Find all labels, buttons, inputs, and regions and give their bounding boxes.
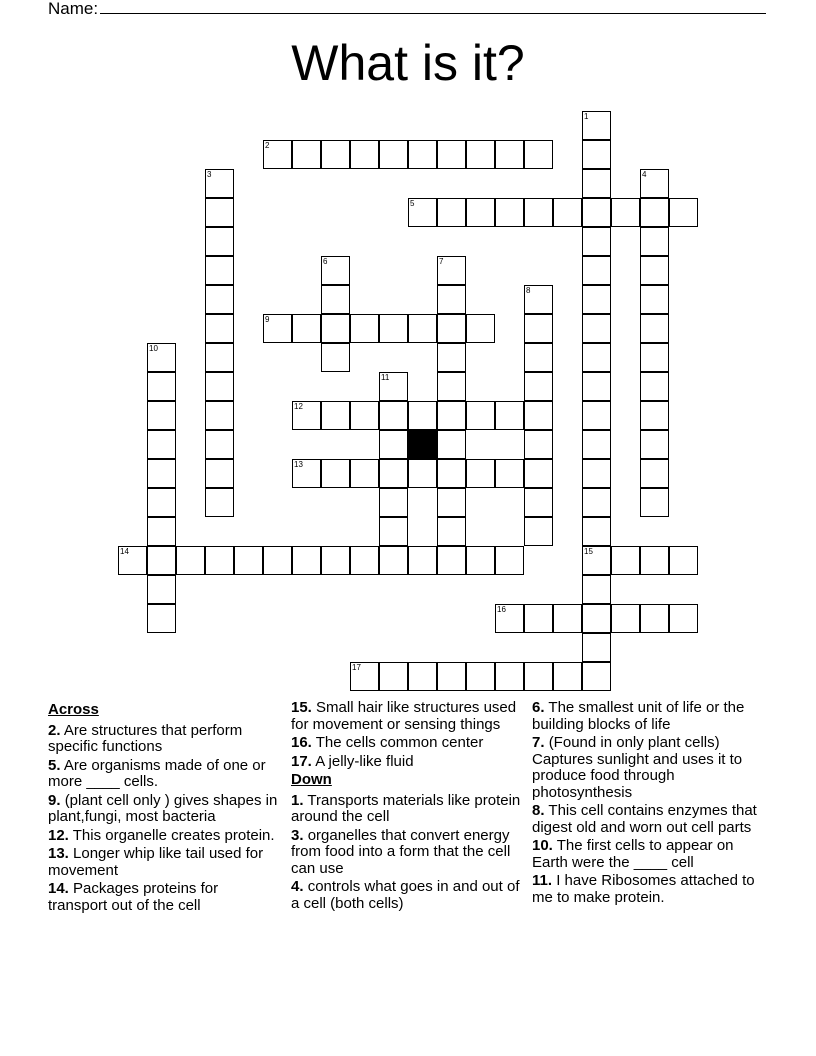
grid-cell[interactable]	[495, 401, 524, 430]
grid-cell[interactable]	[495, 546, 524, 575]
grid-cell[interactable]	[321, 285, 350, 314]
grid-cell[interactable]	[408, 546, 437, 575]
grid-cell[interactable]	[437, 256, 466, 285]
clue-across-14: 14. Packages proteins for transport out of the cell	[48, 880, 219, 914]
clue-across-17: 17. A jelly-like fluid	[291, 752, 414, 770]
grid-cell[interactable]	[147, 430, 176, 459]
grid-cell[interactable]	[524, 140, 553, 169]
grid-cell[interactable]	[205, 227, 234, 256]
grid-cell[interactable]	[582, 517, 611, 546]
grid-cell[interactable]	[495, 140, 524, 169]
grid-cell[interactable]	[437, 488, 466, 517]
grid-cell[interactable]	[669, 604, 698, 633]
grid-cell[interactable]	[437, 430, 466, 459]
grid-cell[interactable]	[350, 140, 379, 169]
clue-number-label: 2	[265, 141, 270, 150]
grid-cell[interactable]	[495, 459, 524, 488]
grid-cell[interactable]	[437, 662, 466, 691]
grid-cell[interactable]	[466, 459, 495, 488]
grid-cell[interactable]	[524, 430, 553, 459]
grid-cell[interactable]	[321, 459, 350, 488]
grid-cell[interactable]	[524, 198, 553, 227]
across-heading: Across	[48, 701, 99, 718]
grid-cell[interactable]	[263, 314, 292, 343]
grid-cell[interactable]	[582, 372, 611, 401]
grid-cell[interactable]	[582, 633, 611, 662]
grid-cell[interactable]	[292, 546, 321, 575]
grid-cell[interactable]	[640, 256, 669, 285]
grid-cell[interactable]	[321, 401, 350, 430]
grid-cell[interactable]	[147, 575, 176, 604]
clue-down-7: 7. (Found in only plant cells) Captures sunlight and uses it to produce food through photosynthesis	[532, 734, 743, 801]
grid-cell[interactable]	[582, 343, 611, 372]
grid-cell[interactable]	[524, 314, 553, 343]
name-label: Name:	[48, 0, 99, 18]
clue-down-1: 1. Transports materials like protein around the cell	[291, 791, 521, 825]
clue-down-10: 10. The first cells to appear on Earth were the ____ cell	[532, 837, 734, 871]
grid-cell[interactable]	[582, 256, 611, 285]
grid-cell[interactable]	[582, 227, 611, 256]
grid-cell[interactable]	[466, 198, 495, 227]
grid-cell[interactable]	[669, 546, 698, 575]
grid-cell[interactable]	[379, 140, 408, 169]
grid-cell[interactable]	[147, 343, 176, 372]
grid-cell[interactable]	[205, 546, 234, 575]
clue-across-2: 2. Are structures that perform specific functions	[48, 721, 243, 755]
clue-across-16: 16. The cells common center	[291, 734, 484, 751]
grid-cell[interactable]	[582, 546, 611, 575]
down-heading: Down	[291, 771, 332, 788]
clue-number-label: 4	[642, 170, 647, 179]
grid-cell[interactable]	[205, 198, 234, 227]
clue-number-label: 6	[323, 257, 328, 266]
clue-number-label: 1	[584, 112, 589, 121]
grid-cell[interactable]	[524, 604, 553, 633]
grid-cell[interactable]	[582, 285, 611, 314]
clue-number-label: 9	[265, 315, 270, 324]
grid-cell[interactable]	[350, 546, 379, 575]
grid-cell[interactable]	[524, 343, 553, 372]
grid-cell[interactable]	[408, 314, 437, 343]
grid-cell[interactable]	[292, 401, 321, 430]
grid-cell[interactable]	[640, 604, 669, 633]
grid-cell[interactable]	[379, 517, 408, 546]
grid-cell[interactable]	[292, 459, 321, 488]
page-title: What is it?	[291, 35, 525, 91]
clue-number-label: 11	[381, 373, 390, 382]
clue-number-label: 10	[149, 344, 158, 353]
clue-across-15: 15. Small hair like structures used for movement or sensing things	[291, 699, 517, 733]
grid-cell[interactable]	[582, 488, 611, 517]
grid-cell[interactable]	[205, 169, 234, 198]
grid-cell[interactable]	[437, 198, 466, 227]
grid-cell[interactable]	[582, 198, 611, 227]
grid-cell[interactable]	[611, 546, 640, 575]
grid-cell[interactable]	[640, 314, 669, 343]
grid-cell[interactable]	[147, 488, 176, 517]
clue-number-label: 17	[352, 663, 361, 672]
grid-cell[interactable]	[582, 575, 611, 604]
grid-cell[interactable]	[582, 314, 611, 343]
grid-cell[interactable]	[524, 517, 553, 546]
grid-cell[interactable]	[408, 662, 437, 691]
clue-number-label: 5	[410, 199, 415, 208]
grid-cell[interactable]	[205, 256, 234, 285]
grid-cell[interactable]	[147, 372, 176, 401]
grid-cell[interactable]	[640, 198, 669, 227]
grid-cell[interactable]	[466, 140, 495, 169]
grid-cell[interactable]	[640, 488, 669, 517]
clue-number-label: 14	[120, 547, 129, 556]
grid-cell[interactable]	[524, 401, 553, 430]
grid-cell[interactable]	[350, 662, 379, 691]
grid-cell[interactable]	[582, 662, 611, 691]
grid-cell[interactable]	[321, 343, 350, 372]
grid-cell[interactable]	[379, 662, 408, 691]
grid-cell[interactable]	[640, 343, 669, 372]
grid-cell[interactable]	[437, 517, 466, 546]
grid-cell[interactable]	[466, 662, 495, 691]
clue-number-label: 7	[439, 257, 444, 266]
grid-cell[interactable]	[205, 401, 234, 430]
grid-cell[interactable]	[611, 198, 640, 227]
clue-down-6: 6. The smallest unit of life or the building blocks of life	[532, 699, 745, 733]
grid-cell[interactable]	[582, 140, 611, 169]
grid-cell[interactable]	[582, 430, 611, 459]
clue-column-3	[532, 700, 772, 908]
grid-cell[interactable]	[379, 372, 408, 401]
grid-cell[interactable]	[205, 430, 234, 459]
grid-cell[interactable]	[379, 314, 408, 343]
grid-cell[interactable]	[118, 546, 147, 575]
clue-down-11: 11. I have Ribosomes attached to me to make protein.	[532, 872, 755, 906]
grid-cell[interactable]	[582, 459, 611, 488]
grid-cell[interactable]	[640, 169, 669, 198]
grid-cell[interactable]	[495, 604, 524, 633]
grid-cell[interactable]	[466, 401, 495, 430]
grid-cell[interactable]	[524, 662, 553, 691]
grid-cell[interactable]	[147, 459, 176, 488]
grid-cell[interactable]	[524, 459, 553, 488]
clue-number-label: 13	[294, 460, 303, 469]
grid-cell[interactable]	[321, 314, 350, 343]
grid-cell[interactable]	[582, 169, 611, 198]
grid-cell[interactable]	[263, 140, 292, 169]
grid-cell[interactable]	[640, 227, 669, 256]
grid-cell[interactable]	[669, 198, 698, 227]
name-underline[interactable]	[100, 0, 766, 14]
clue-across-12: 12. This organelle creates protein.	[48, 826, 275, 844]
grid-cell[interactable]	[205, 285, 234, 314]
grid-cell[interactable]	[408, 459, 437, 488]
grid-cell[interactable]	[408, 401, 437, 430]
grid-cell[interactable]	[553, 604, 582, 633]
grid-cell[interactable]	[321, 140, 350, 169]
grid-cell[interactable]	[379, 401, 408, 430]
grid-cell[interactable]	[147, 401, 176, 430]
grid-cell[interactable]	[350, 314, 379, 343]
grid-cell[interactable]	[437, 285, 466, 314]
grid-cell[interactable]	[379, 430, 408, 459]
grid-cell[interactable]	[466, 546, 495, 575]
grid-cell[interactable]	[466, 314, 495, 343]
clue-number-label: 8	[526, 286, 531, 295]
grid-cell[interactable]	[582, 401, 611, 430]
clue-down-3: 3. organelles that convert energy from food into a form that the cell can use	[291, 826, 511, 877]
grid-cell[interactable]	[437, 314, 466, 343]
grid-cell[interactable]	[553, 662, 582, 691]
grid-cell[interactable]	[495, 662, 524, 691]
clue-down-4: 4. controls what goes in and out of a cell (both cells)	[291, 878, 520, 912]
grid-cell[interactable]	[321, 256, 350, 285]
clue-across-13: 13. Longer whip like tail used for movement	[48, 845, 264, 879]
grid-cell[interactable]	[582, 111, 611, 140]
clue-number-label: 3	[207, 170, 212, 179]
grid-cell[interactable]	[205, 314, 234, 343]
grid-cell[interactable]	[524, 488, 553, 517]
grid-cell[interactable]	[640, 372, 669, 401]
black-square	[408, 430, 437, 459]
grid-cell[interactable]	[640, 459, 669, 488]
grid-cell[interactable]	[437, 401, 466, 430]
grid-cell[interactable]	[640, 430, 669, 459]
clue-down-8: 8. This cell contains enzymes that digest old and worn out cell parts	[532, 802, 757, 836]
grid-cell[interactable]	[408, 140, 437, 169]
clue-number-label: 12	[294, 402, 303, 411]
grid-cell[interactable]	[524, 372, 553, 401]
grid-cell[interactable]	[379, 488, 408, 517]
grid-cell[interactable]	[263, 546, 292, 575]
grid-cell[interactable]	[234, 546, 263, 575]
grid-cell[interactable]	[582, 604, 611, 633]
grid-cell[interactable]	[640, 401, 669, 430]
grid-cell[interactable]	[321, 546, 350, 575]
grid-cell[interactable]	[379, 546, 408, 575]
grid-cell[interactable]	[147, 517, 176, 546]
grid-cell[interactable]	[640, 546, 669, 575]
grid-cell[interactable]	[611, 604, 640, 633]
clue-number-label: 15	[584, 547, 593, 556]
clue-across-5: 5. Are organisms made of one or more ____ cells.	[48, 756, 266, 790]
clue-column-2	[291, 700, 526, 914]
grid-cell[interactable]	[437, 459, 466, 488]
clue-column-1	[48, 700, 278, 916]
grid-cell[interactable]	[205, 488, 234, 517]
grid-cell[interactable]	[205, 372, 234, 401]
grid-cell[interactable]	[524, 285, 553, 314]
grid-cell[interactable]	[495, 198, 524, 227]
grid-cell[interactable]	[553, 198, 582, 227]
grid-cell[interactable]	[292, 314, 321, 343]
clue-list	[0, 700, 816, 960]
grid-cell[interactable]	[437, 546, 466, 575]
grid-cell[interactable]	[437, 343, 466, 372]
grid-cell[interactable]	[205, 343, 234, 372]
grid-cell[interactable]	[408, 198, 437, 227]
name-field[interactable]	[48, 0, 766, 18]
grid-cell[interactable]	[437, 372, 466, 401]
grid-cell[interactable]	[640, 285, 669, 314]
grid-cell[interactable]	[379, 459, 408, 488]
grid-cell[interactable]	[176, 546, 205, 575]
clue-across-9: 9. (plant cell only ) gives shapes in plant,fungi, most bacteria	[48, 791, 278, 825]
grid-cell[interactable]	[205, 459, 234, 488]
grid-cell[interactable]	[437, 140, 466, 169]
clue-number-label: 16	[497, 605, 506, 614]
grid-cell[interactable]	[292, 140, 321, 169]
grid-cell[interactable]	[147, 604, 176, 633]
grid-cell[interactable]	[350, 459, 379, 488]
grid-cell[interactable]	[350, 401, 379, 430]
grid-cell[interactable]	[147, 546, 176, 575]
